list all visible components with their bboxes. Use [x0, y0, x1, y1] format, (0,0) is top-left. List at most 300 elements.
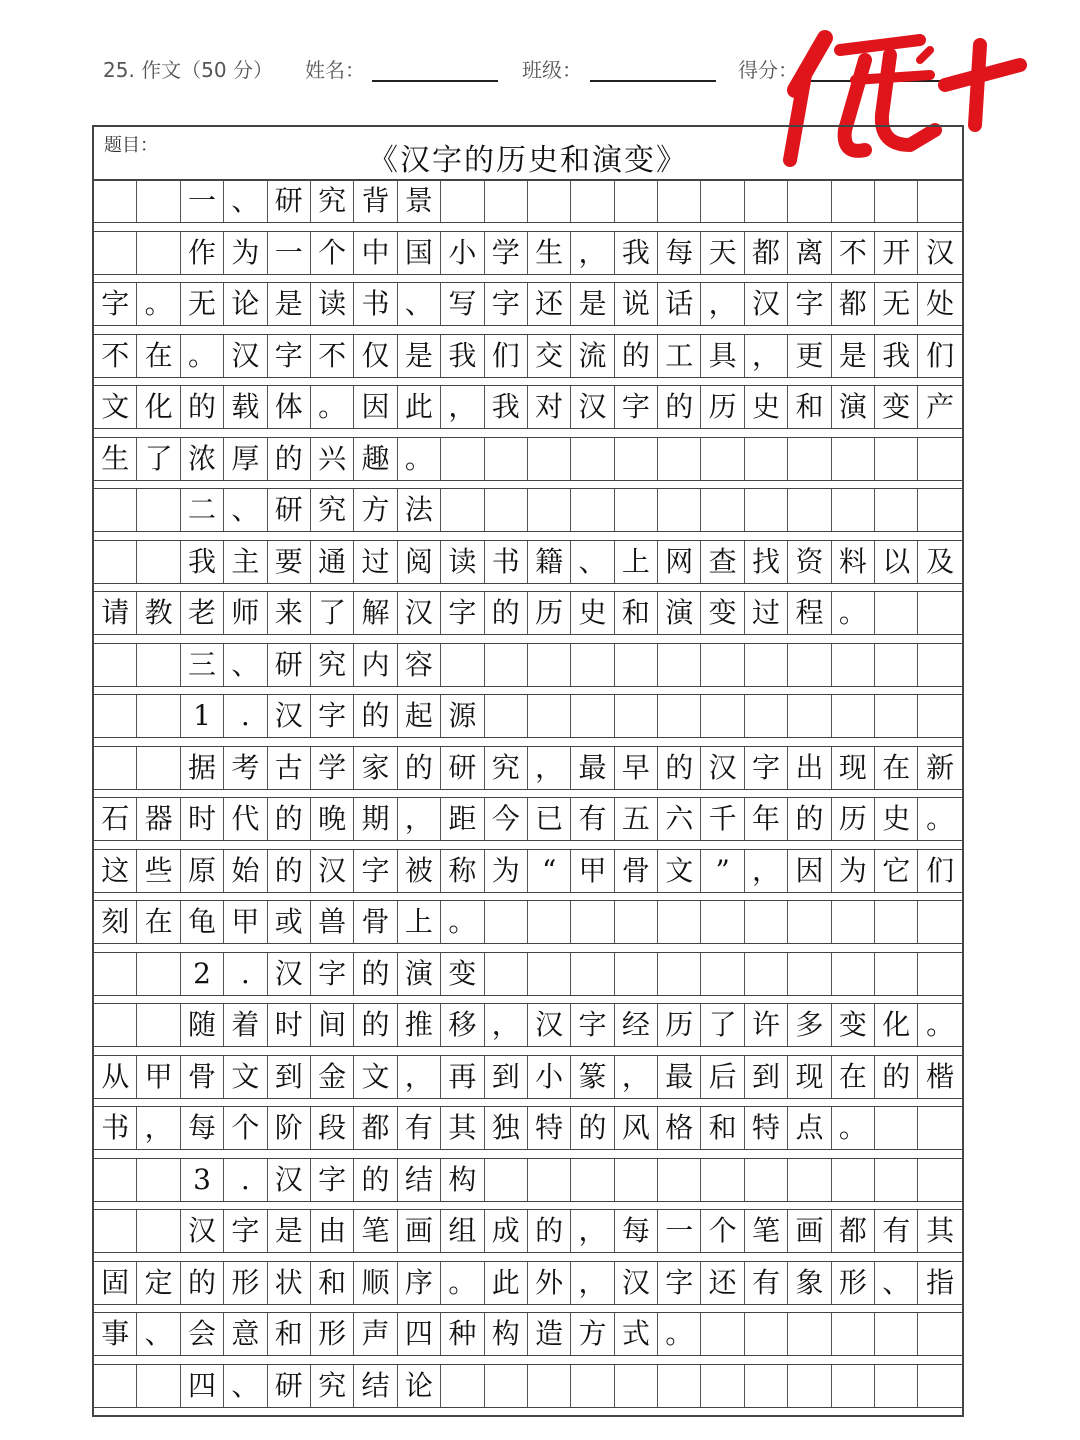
grid-cell: 都	[354, 1107, 397, 1149]
grid-cell: 演	[658, 592, 701, 634]
grid-cell: 期	[354, 798, 397, 840]
grid-cell	[875, 644, 918, 686]
grid-cell: 解	[354, 592, 397, 634]
grid-cell: 为	[832, 850, 875, 892]
grid-cell	[875, 953, 918, 995]
grid-cell	[94, 747, 137, 789]
grid-cell: 特	[528, 1107, 571, 1149]
grid-cell: 在	[137, 901, 180, 943]
grid-cell: 是	[398, 335, 441, 377]
grid-cell	[528, 1159, 571, 1201]
grid-cell	[832, 695, 875, 737]
grid-cell	[485, 489, 528, 531]
grid-cell	[788, 489, 831, 531]
grid-cell	[918, 489, 961, 531]
grid-cell	[485, 180, 528, 222]
grid-cell: 。	[926, 802, 955, 835]
grid-cell	[918, 1159, 961, 1201]
grid-cell	[875, 901, 918, 943]
grid-cell: 意	[224, 1313, 267, 1355]
grid-cell: 的	[615, 335, 658, 377]
grid-cell: 被	[398, 850, 441, 892]
grid-cell	[875, 1365, 918, 1407]
grid-cell	[571, 1159, 614, 1201]
grid-cell: 。	[311, 386, 354, 428]
grid-cell: 画	[398, 1210, 441, 1252]
grid-cell: 以	[875, 541, 918, 583]
grid-cell: 形	[832, 1262, 875, 1304]
grid-cell: 、	[137, 1313, 180, 1355]
grid-cell: 字	[658, 1262, 701, 1304]
grid-cell: 源	[441, 695, 484, 737]
grid-cell: 我	[181, 541, 224, 583]
grid-cell: 的	[528, 1210, 571, 1252]
grid-cell: 龟	[181, 901, 224, 943]
grid-cell: 五	[615, 798, 658, 840]
grid-cell: 料	[832, 541, 875, 583]
grid-cell	[788, 438, 831, 480]
grid-cell: 字	[268, 335, 311, 377]
grid-cell: 不	[94, 335, 137, 377]
grid-cell: 、	[875, 1262, 918, 1304]
grid-cell	[571, 644, 614, 686]
grid-cell: 的	[875, 1056, 918, 1098]
grid-cell: 早	[615, 747, 658, 789]
grid-cell	[918, 1365, 961, 1407]
grid-cell: 究	[485, 747, 528, 789]
grid-cell: 兽	[311, 901, 354, 943]
grid-cell: 无	[181, 283, 224, 325]
grid-cell: 顺	[354, 1262, 397, 1304]
grid-cell: 甲	[224, 901, 267, 943]
grid-cell: .	[224, 953, 267, 995]
grid-cell: ，	[485, 1004, 528, 1046]
grid-cell	[701, 438, 744, 480]
grid-cell	[658, 489, 701, 531]
grid-cell: 国	[398, 232, 441, 274]
class-blank[interactable]	[590, 80, 716, 82]
grid-row	[94, 643, 962, 687]
grid-cell	[832, 1313, 875, 1355]
grid-cell: 每	[615, 1210, 658, 1252]
grid-cell	[94, 953, 137, 995]
grid-cell	[94, 644, 137, 686]
grid-cell: 文	[94, 386, 137, 428]
grid-cell: 究	[311, 180, 354, 222]
grid-cell: 点	[788, 1107, 831, 1149]
grid-cell: 、	[224, 644, 267, 686]
grid-cell: 始	[224, 850, 267, 892]
grid-cell: 和	[701, 1107, 744, 1149]
grid-cell	[788, 1313, 831, 1355]
grid-cell	[571, 695, 614, 737]
grid-cell	[528, 695, 571, 737]
grid-cell: 史	[745, 386, 788, 428]
grid-cell: 的	[658, 747, 701, 789]
grid-cell: 作	[181, 232, 224, 274]
grid-cell: 到	[485, 1056, 528, 1098]
grid-cell: 字	[311, 1159, 354, 1201]
grid-cell	[701, 1313, 744, 1355]
grid-cell: 结	[398, 1159, 441, 1201]
grid-cell	[137, 489, 180, 531]
grid-cell: 体	[268, 386, 311, 428]
grid-cell	[701, 644, 744, 686]
grid-cell: 或	[268, 901, 311, 943]
grid-cell: ，	[137, 1107, 180, 1149]
grid-cell	[658, 1159, 701, 1201]
grid-cell	[788, 644, 831, 686]
grid-cell: 风	[615, 1107, 658, 1149]
grid-cell: 造	[528, 1313, 571, 1355]
grid-row	[94, 849, 962, 893]
grid-cell	[615, 953, 658, 995]
grid-cell: 都	[832, 1210, 875, 1252]
grid-cell: 声	[354, 1313, 397, 1355]
grid-cell: 汉	[528, 1004, 571, 1046]
grid-cell: 演	[832, 386, 875, 428]
grid-cell: 后	[701, 1056, 744, 1098]
grid-cell	[137, 1210, 180, 1252]
grid-row	[94, 1364, 962, 1408]
grid-cell: 产	[926, 390, 955, 423]
grid-cell: 研	[268, 644, 311, 686]
grid-cell	[745, 953, 788, 995]
grid-cell	[658, 1365, 701, 1407]
grid-cell: 小	[441, 232, 484, 274]
grid-cell	[788, 695, 831, 737]
grid-cell: 汉	[398, 592, 441, 634]
grid-cell: 原	[181, 850, 224, 892]
grid-cell: 内	[354, 644, 397, 686]
grid-cell: 到	[268, 1056, 311, 1098]
grid-cell: 随	[181, 1004, 224, 1046]
grid-cell: 此	[398, 386, 441, 428]
grid-cell: 固	[94, 1262, 137, 1304]
grid-cell	[441, 644, 484, 686]
grid-cell	[832, 1159, 875, 1201]
grid-cell	[701, 1365, 744, 1407]
grid-cell: 个	[701, 1210, 744, 1252]
grid-cell: 们	[485, 335, 528, 377]
grid-cell: 。	[658, 1313, 701, 1355]
grid-cell	[745, 438, 788, 480]
grid-cell: 具	[701, 335, 744, 377]
grid-cell: 通	[311, 541, 354, 583]
grid-cell: 会	[181, 1313, 224, 1355]
grid-cell	[615, 438, 658, 480]
class-label: 班级：	[522, 58, 582, 82]
grid-cell: 小	[528, 1056, 571, 1098]
grid-row	[94, 1106, 962, 1150]
grid-row	[94, 1312, 962, 1356]
grid-cell	[918, 592, 961, 634]
grid-cell: 还	[701, 1262, 744, 1304]
grid-cell: 家	[354, 747, 397, 789]
grid-cell: 找	[745, 541, 788, 583]
grid-cell	[94, 695, 137, 737]
grid-cell: 论	[398, 1365, 441, 1407]
grid-cell: 四	[398, 1313, 441, 1355]
grid-cell: 过	[354, 541, 397, 583]
grid-cell: 不	[832, 232, 875, 274]
grid-cell: 我	[485, 386, 528, 428]
grid-row	[94, 385, 962, 429]
grid-cell: 的	[354, 953, 397, 995]
grid-cell: 代	[224, 798, 267, 840]
grid-cell: 象	[788, 1262, 831, 1304]
grid-cell: 字	[441, 592, 484, 634]
grid-cell: ，	[571, 1210, 614, 1252]
composition-grid-paper	[92, 125, 964, 1417]
grid-cell	[571, 901, 614, 943]
grid-cell: 的	[398, 747, 441, 789]
grid-cell: 天	[701, 232, 744, 274]
grid-cell	[137, 747, 180, 789]
grid-cell: 出	[788, 747, 831, 789]
grid-cell: 汉	[224, 335, 267, 377]
grid-cell: 现	[832, 747, 875, 789]
grid-cell: 笔	[745, 1210, 788, 1252]
grid-cell: 史	[875, 798, 918, 840]
grid-cell: 来	[268, 592, 311, 634]
grid-cell: 每	[658, 232, 701, 274]
grid-cell: 化	[875, 1004, 918, 1046]
grid-cell	[94, 1004, 137, 1046]
grid-cell	[745, 644, 788, 686]
grid-cell: 汉	[926, 235, 955, 269]
grid-cell: 段	[311, 1107, 354, 1149]
grid-cell: 二	[181, 489, 224, 531]
grid-cell: 开	[875, 232, 918, 274]
grid-cell: 据	[181, 747, 224, 789]
grid-cell: 无	[875, 283, 918, 325]
grid-cell: 更	[788, 335, 831, 377]
grid-cell: 格	[658, 1107, 701, 1149]
grid-cell: 生	[94, 438, 137, 480]
grid-cell: ，	[528, 747, 571, 789]
grid-cell	[832, 1365, 875, 1407]
grid-cell: 都	[745, 232, 788, 274]
grid-cell	[788, 1159, 831, 1201]
grid-cell: 网	[658, 541, 701, 583]
grid-cell: 程	[788, 592, 831, 634]
grid-cell: .	[224, 1159, 267, 1201]
grid-cell: 论	[224, 283, 267, 325]
grid-cell: 变	[875, 386, 918, 428]
grid-cell	[658, 695, 701, 737]
grid-cell: 的	[268, 850, 311, 892]
grid-cell	[788, 953, 831, 995]
grid-cell: 的	[268, 798, 311, 840]
grid-cell	[875, 1107, 918, 1149]
grid-cell	[918, 695, 961, 737]
grid-cell: 种	[441, 1313, 484, 1355]
grid-cell	[571, 1365, 614, 1407]
grid-cell	[441, 180, 484, 222]
grid-cell: 景	[398, 180, 441, 222]
grid-cell: 过	[745, 592, 788, 634]
grid-cell: 距	[441, 798, 484, 840]
grid-cell: 的	[485, 592, 528, 634]
grid-cell	[94, 232, 137, 274]
grid-cell: 为	[485, 850, 528, 892]
grid-cell: 书	[94, 1107, 137, 1149]
grid-cell	[94, 180, 137, 222]
grid-cell: 生	[528, 232, 571, 274]
grid-row	[94, 540, 962, 584]
grid-cell	[701, 901, 744, 943]
grid-row	[94, 488, 962, 532]
grid-cell: 的	[571, 1107, 614, 1149]
grid-cell: 3	[181, 1159, 224, 1201]
grid-cell: 要	[268, 541, 311, 583]
grid-cell: 字	[615, 386, 658, 428]
grid-cell: 厚	[224, 438, 267, 480]
grid-cell	[658, 644, 701, 686]
grid-cell: 变	[441, 953, 484, 995]
grid-cell: 骨	[181, 1056, 224, 1098]
grid-cell: 时	[268, 1004, 311, 1046]
grid-row	[94, 1055, 962, 1099]
grid-cell: 主	[224, 541, 267, 583]
grid-cell	[875, 1313, 918, 1355]
grid-cell: 中	[354, 232, 397, 274]
grid-cell	[658, 180, 701, 222]
grid-cell	[832, 489, 875, 531]
grid-cell	[875, 438, 918, 480]
grid-cell: 事	[94, 1313, 137, 1355]
grid-cell	[745, 901, 788, 943]
grid-cell: 兴	[311, 438, 354, 480]
grid-cell: 已	[528, 798, 571, 840]
grid-cell	[918, 901, 961, 943]
grid-cell: 有	[875, 1210, 918, 1252]
grid-cell	[137, 644, 180, 686]
grid-cell	[528, 1365, 571, 1407]
grid-cell: 背	[354, 180, 397, 222]
grid-cell: 汉	[571, 386, 614, 428]
grid-cell: 还	[528, 283, 571, 325]
grid-cell	[571, 489, 614, 531]
grid-cell: 阶	[268, 1107, 311, 1149]
grid-cell	[137, 695, 180, 737]
grid-cell: 一	[658, 1210, 701, 1252]
grid-cell: 指	[926, 1265, 955, 1299]
grid-cell: 师	[224, 592, 267, 634]
grid-cell: 工	[658, 335, 701, 377]
grid-cell: 构	[441, 1159, 484, 1201]
grid-cell: 字	[354, 850, 397, 892]
grid-cell: ，	[615, 1056, 658, 1098]
grid-cell: 趣	[354, 438, 397, 480]
grid-cell: 仅	[354, 335, 397, 377]
grid-cell	[528, 438, 571, 480]
grid-cell: ，	[745, 335, 788, 377]
grid-cell	[137, 541, 180, 583]
grid-cell: 个	[224, 1107, 267, 1149]
grid-cell: 移	[441, 1004, 484, 1046]
grid-cell: 特	[745, 1107, 788, 1149]
grid-cell	[788, 1365, 831, 1407]
grid-cell	[701, 489, 744, 531]
grid-cell	[701, 953, 744, 995]
grid-cell: 字	[788, 283, 831, 325]
grid-cell: 读	[441, 541, 484, 583]
grid-cell	[137, 1159, 180, 1201]
grid-cell: 金	[311, 1056, 354, 1098]
grid-cell: 汉	[268, 953, 311, 995]
grid-row	[94, 591, 962, 635]
grid-cell: 汉	[615, 1262, 658, 1304]
grid-cell: 们	[926, 853, 955, 887]
grid-cell: 有	[398, 1107, 441, 1149]
grid-cell	[918, 438, 961, 480]
grid-cell: 了	[701, 1004, 744, 1046]
grid-cell: 老	[181, 592, 224, 634]
grid-cell	[571, 180, 614, 222]
grid-cell: 由	[311, 1210, 354, 1252]
grid-cell: 些	[137, 850, 180, 892]
grid-cell: 我	[615, 232, 658, 274]
grid-cell: 研	[268, 1365, 311, 1407]
grid-cell: 化	[137, 386, 180, 428]
grid-cell: 流	[571, 335, 614, 377]
grid-row	[94, 282, 962, 326]
grid-cell: 推	[398, 1004, 441, 1046]
grid-cell: 历	[701, 386, 744, 428]
grid-cell	[528, 953, 571, 995]
name-blank[interactable]	[372, 80, 498, 82]
grid-cell: 字	[94, 283, 137, 325]
grid-cell: 。	[832, 592, 875, 634]
grid-cell: 文	[224, 1056, 267, 1098]
grid-cell: 历	[528, 592, 571, 634]
grid-cell	[918, 180, 961, 222]
grid-cell: 称	[441, 850, 484, 892]
grid-cell	[528, 180, 571, 222]
grid-cell	[701, 180, 744, 222]
grid-cell: 容	[398, 644, 441, 686]
grid-cell	[615, 901, 658, 943]
grid-cell	[832, 953, 875, 995]
grid-cell: 字	[311, 695, 354, 737]
grid-cell: 和	[268, 1313, 311, 1355]
grid-cell	[485, 695, 528, 737]
grid-cell: “	[528, 850, 571, 892]
grid-cell: 它	[875, 850, 918, 892]
grid-cell: 的	[354, 1159, 397, 1201]
grid-cell: 字	[745, 747, 788, 789]
grid-cell	[94, 1210, 137, 1252]
grid-cell: ”	[701, 850, 744, 892]
grid-cell	[441, 1365, 484, 1407]
grid-cell	[94, 1365, 137, 1407]
grid-cell: 有	[745, 1262, 788, 1304]
grid-cell	[788, 901, 831, 943]
grid-cell: 成	[485, 1210, 528, 1252]
grid-cell: 变	[701, 592, 744, 634]
grid-cell	[485, 953, 528, 995]
grid-cell: 石	[94, 798, 137, 840]
grid-cell: 六	[658, 798, 701, 840]
grid-cell: 的	[354, 1004, 397, 1046]
grid-cell	[137, 1004, 180, 1046]
grid-cell: 晚	[311, 798, 354, 840]
grid-cell: 多	[788, 1004, 831, 1046]
grid-cell: 一	[268, 232, 311, 274]
grid-cell: 了	[311, 592, 354, 634]
